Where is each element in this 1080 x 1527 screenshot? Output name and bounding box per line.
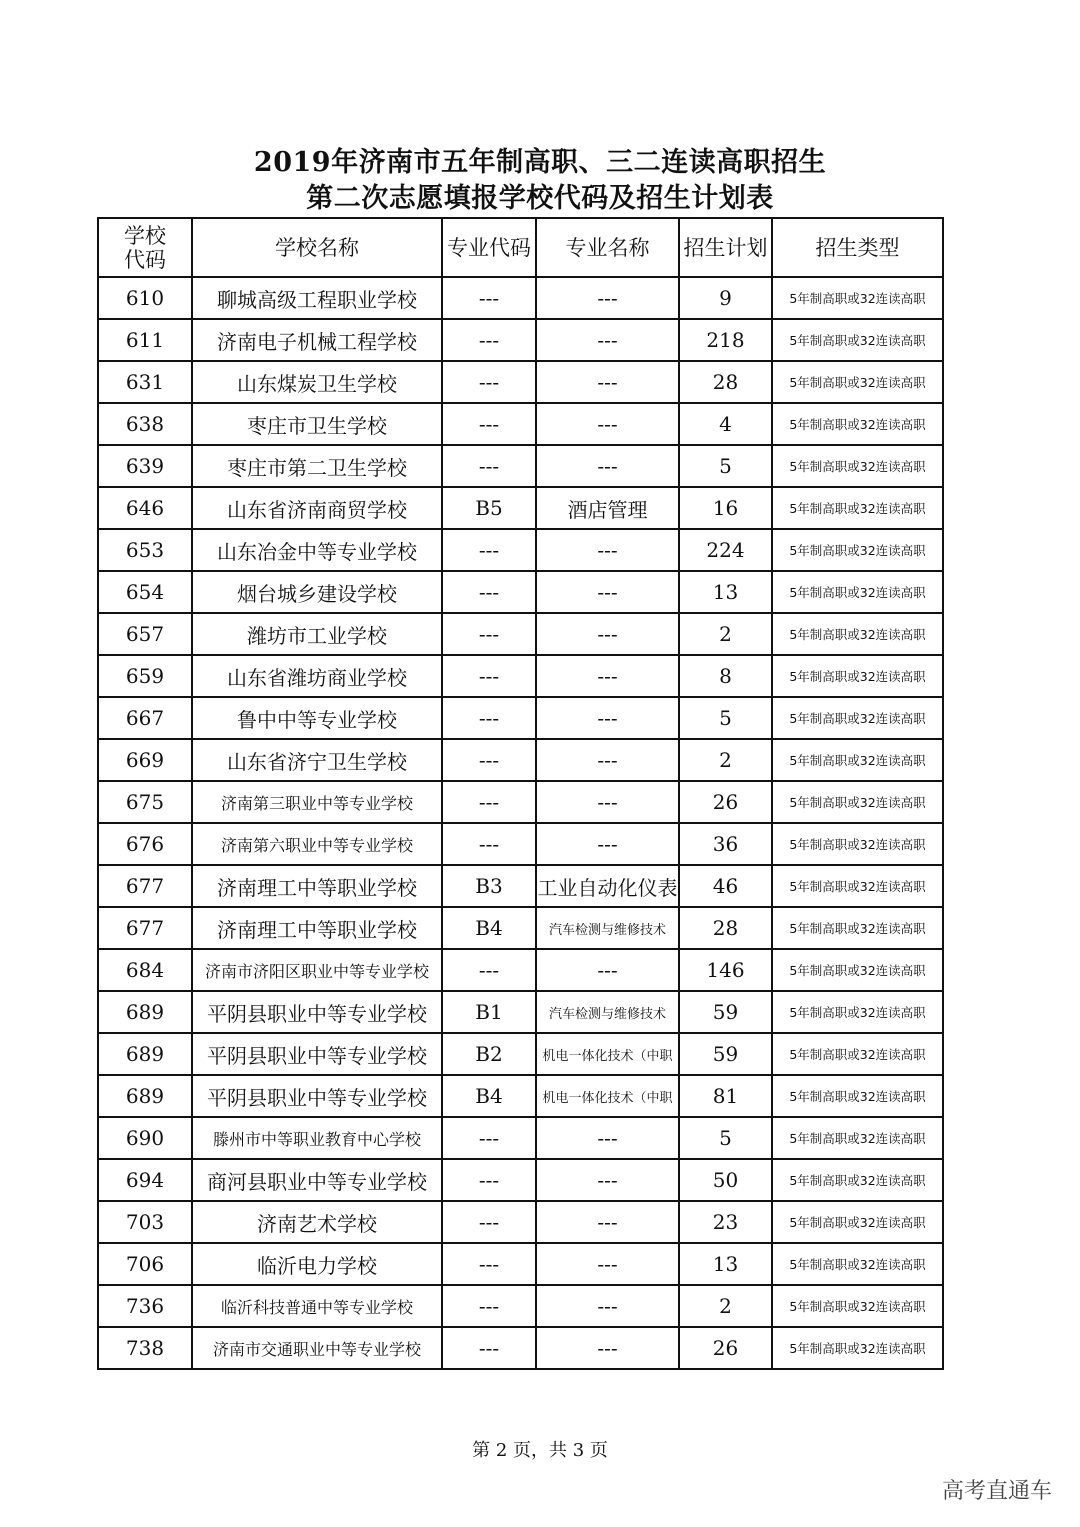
school-name-cell: 烟台城乡建设学校 [192, 571, 442, 613]
table-row [98, 655, 943, 697]
major-code-cell: B2 [442, 1033, 536, 1075]
header-school-code-line1: 学校 [124, 223, 166, 248]
major-code-cell: --- [442, 319, 536, 361]
school-name-cell: 鲁中中等专业学校 [192, 697, 442, 739]
table-row [98, 1243, 943, 1285]
school-code-cell: 654 [98, 571, 192, 613]
plan-cell: 218 [679, 319, 772, 361]
major-code-cell: --- [442, 361, 536, 403]
header-major-code: 专业代码 [442, 218, 536, 277]
school-code-cell: 689 [98, 1075, 192, 1117]
major-name-cell: --- [536, 781, 679, 823]
table-row [98, 319, 943, 361]
major-code-cell: B4 [442, 1075, 536, 1117]
school-name-cell: 平阴县职业中等专业学校 [192, 1075, 442, 1117]
type-cell: 5年制高职或32连读高职 [772, 949, 943, 991]
page-footer: 第 2 页，共 3 页 [472, 1440, 608, 1461]
table-row [98, 949, 943, 991]
plan-cell: 23 [679, 1201, 772, 1243]
table-row [98, 865, 943, 907]
school-code-cell: 646 [98, 487, 192, 529]
school-name-cell: 济南第六职业中等专业学校 [192, 823, 442, 865]
school-name-cell: 山东冶金中等专业学校 [192, 529, 442, 571]
school-code-cell: 638 [98, 403, 192, 445]
major-code-cell: --- [442, 1159, 536, 1201]
type-cell: 5年制高职或32连读高职 [772, 487, 943, 529]
school-name-cell: 济南理工中等职业学校 [192, 865, 442, 907]
school-name-cell: 枣庄市卫生学校 [192, 403, 442, 445]
header-school-code [98, 218, 192, 277]
major-code-cell: --- [442, 445, 536, 487]
plan-cell: 81 [679, 1075, 772, 1117]
major-name-cell: 酒店管理 [536, 487, 679, 529]
major-name-cell: --- [536, 739, 679, 781]
table-row [98, 361, 943, 403]
major-code-cell: --- [442, 1327, 536, 1369]
table-row [98, 403, 943, 445]
school-code-cell: 677 [98, 907, 192, 949]
table-row [98, 1159, 943, 1201]
table-row [98, 1117, 943, 1159]
document-title-line1: 2019年济南市五年制高职、三二连读高职招生 [253, 147, 827, 178]
major-name-cell: --- [536, 529, 679, 571]
major-code-cell: --- [442, 1117, 536, 1159]
school-code-cell: 684 [98, 949, 192, 991]
plan-cell: 2 [679, 613, 772, 655]
table-row [98, 277, 943, 319]
plan-cell: 46 [679, 865, 772, 907]
school-code-cell: 690 [98, 1117, 192, 1159]
school-name-cell: 济南艺术学校 [192, 1201, 442, 1243]
type-cell: 5年制高职或32连读高职 [772, 655, 943, 697]
school-code-cell: 631 [98, 361, 192, 403]
school-code-cell: 689 [98, 1033, 192, 1075]
school-code-cell: 736 [98, 1285, 192, 1327]
type-cell: 5年制高职或32连读高职 [772, 277, 943, 319]
school-code-cell: 703 [98, 1201, 192, 1243]
major-name-cell: --- [536, 1285, 679, 1327]
school-name-cell: 济南市济阳区职业中等专业学校 [192, 949, 442, 991]
major-name-cell: --- [536, 1327, 679, 1369]
plan-cell: 26 [679, 1327, 772, 1369]
school-code-cell: 667 [98, 697, 192, 739]
school-name-cell: 滕州市中等职业教育中心学校 [192, 1117, 442, 1159]
table-row [98, 697, 943, 739]
major-code-cell: --- [442, 403, 536, 445]
type-cell: 5年制高职或32连读高职 [772, 823, 943, 865]
type-cell: 5年制高职或32连读高职 [772, 571, 943, 613]
school-name-cell: 平阴县职业中等专业学校 [192, 991, 442, 1033]
major-code-cell: --- [442, 1243, 536, 1285]
school-code-cell: 706 [98, 1243, 192, 1285]
major-name-cell: --- [536, 277, 679, 319]
major-name-cell: --- [536, 1243, 679, 1285]
type-cell: 5年制高职或32连读高职 [772, 613, 943, 655]
major-name-cell: --- [536, 613, 679, 655]
school-name-cell: 济南电子机械工程学校 [192, 319, 442, 361]
table-row [98, 907, 943, 949]
major-code-cell: --- [442, 1201, 536, 1243]
type-cell: 5年制高职或32连读高职 [772, 1201, 943, 1243]
table-row [98, 1201, 943, 1243]
header-type: 招生类型 [772, 218, 943, 277]
table-row [98, 529, 943, 571]
table-row [98, 781, 943, 823]
table-row [98, 613, 943, 655]
major-name-cell: --- [536, 361, 679, 403]
plan-cell: 28 [679, 361, 772, 403]
table-row [98, 571, 943, 613]
major-code-cell: --- [442, 781, 536, 823]
type-cell: 5年制高职或32连读高职 [772, 1159, 943, 1201]
type-cell: 5年制高职或32连读高职 [772, 403, 943, 445]
school-code-cell: 639 [98, 445, 192, 487]
school-name-cell: 商河县职业中等专业学校 [192, 1159, 442, 1201]
major-name-cell: --- [536, 823, 679, 865]
watermark: 高考直通车 [941, 1479, 1052, 1504]
plan-cell: 2 [679, 1285, 772, 1327]
major-name-cell: --- [536, 571, 679, 613]
plan-cell: 28 [679, 907, 772, 949]
type-cell: 5年制高职或32连读高职 [772, 907, 943, 949]
school-name-cell: 山东煤炭卫生学校 [192, 361, 442, 403]
major-name-cell: --- [536, 1159, 679, 1201]
type-cell: 5年制高职或32连读高职 [772, 697, 943, 739]
school-name-cell: 山东省济宁卫生学校 [192, 739, 442, 781]
type-cell: 5年制高职或32连读高职 [772, 1285, 943, 1327]
major-code-cell: B3 [442, 865, 536, 907]
school-name-cell: 聊城高级工程职业学校 [192, 277, 442, 319]
school-code-cell: 689 [98, 991, 192, 1033]
major-code-cell: --- [442, 655, 536, 697]
major-code-cell: --- [442, 1285, 536, 1327]
school-name-cell: 临沂科技普通中等专业学校 [192, 1285, 442, 1327]
enrollment-plan-table [97, 217, 944, 1370]
type-cell: 5年制高职或32连读高职 [772, 1075, 943, 1117]
type-cell: 5年制高职或32连读高职 [772, 361, 943, 403]
school-name-cell: 济南市交通职业中等专业学校 [192, 1327, 442, 1369]
major-code-cell: --- [442, 697, 536, 739]
school-code-cell: 611 [98, 319, 192, 361]
type-cell: 5年制高职或32连读高职 [772, 991, 943, 1033]
school-code-cell: 669 [98, 739, 192, 781]
header-major-name: 专业名称 [536, 218, 679, 277]
major-name-cell: --- [536, 949, 679, 991]
header-plan: 招生计划 [679, 218, 772, 277]
type-cell: 5年制高职或32连读高职 [772, 739, 943, 781]
school-code-cell: 657 [98, 613, 192, 655]
major-name-cell: 机电一体化技术（中职 [536, 1075, 679, 1117]
school-code-cell: 653 [98, 529, 192, 571]
plan-cell: 16 [679, 487, 772, 529]
type-cell: 5年制高职或32连读高职 [772, 1327, 943, 1369]
school-name-cell: 平阴县职业中等专业学校 [192, 1033, 442, 1075]
plan-cell: 5 [679, 697, 772, 739]
school-name-cell: 济南理工中等职业学校 [192, 907, 442, 949]
table-row [98, 487, 943, 529]
plan-cell: 5 [679, 1117, 772, 1159]
major-name-cell: --- [536, 655, 679, 697]
plan-cell: 5 [679, 445, 772, 487]
school-name-cell: 潍坊市工业学校 [192, 613, 442, 655]
plan-cell: 36 [679, 823, 772, 865]
plan-cell: 9 [679, 277, 772, 319]
header-school-name: 学校名称 [192, 218, 442, 277]
major-name-cell: 汽车检测与维修技术 [536, 991, 679, 1033]
major-name-cell: 汽车检测与维修技术 [536, 907, 679, 949]
plan-cell: 224 [679, 529, 772, 571]
school-code-cell: 659 [98, 655, 192, 697]
type-cell: 5年制高职或32连读高职 [772, 1033, 943, 1075]
plan-cell: 13 [679, 571, 772, 613]
type-cell: 5年制高职或32连读高职 [772, 781, 943, 823]
plan-cell: 4 [679, 403, 772, 445]
major-code-cell: B4 [442, 907, 536, 949]
school-code-cell: 738 [98, 1327, 192, 1369]
plan-cell: 50 [679, 1159, 772, 1201]
table-row [98, 823, 943, 865]
school-code-cell: 677 [98, 865, 192, 907]
major-name-cell: 机电一体化技术（中职 [536, 1033, 679, 1075]
table-row [98, 991, 943, 1033]
school-code-cell: 676 [98, 823, 192, 865]
major-name-cell: --- [536, 319, 679, 361]
header-school-code-line2: 代码 [124, 247, 166, 272]
major-code-cell: --- [442, 739, 536, 781]
major-code-cell: B5 [442, 487, 536, 529]
type-cell: 5年制高职或32连读高职 [772, 1117, 943, 1159]
type-cell: 5年制高职或32连读高职 [772, 529, 943, 571]
major-name-cell: --- [536, 697, 679, 739]
plan-cell: 26 [679, 781, 772, 823]
school-name-cell: 山东省济南商贸学校 [192, 487, 442, 529]
table-row [98, 445, 943, 487]
plan-cell: 59 [679, 1033, 772, 1075]
major-name-cell: --- [536, 1117, 679, 1159]
table-row [98, 1075, 943, 1117]
major-name-cell: --- [536, 445, 679, 487]
plan-cell: 2 [679, 739, 772, 781]
major-code-cell: --- [442, 529, 536, 571]
school-code-cell: 694 [98, 1159, 192, 1201]
school-name-cell: 山东省潍坊商业学校 [192, 655, 442, 697]
type-cell: 5年制高职或32连读高职 [772, 865, 943, 907]
school-name-cell: 枣庄市第二卫生学校 [192, 445, 442, 487]
major-code-cell: B1 [442, 991, 536, 1033]
major-code-cell: --- [442, 613, 536, 655]
type-cell: 5年制高职或32连读高职 [772, 1243, 943, 1285]
plan-cell: 8 [679, 655, 772, 697]
school-name-cell: 济南第三职业中等专业学校 [192, 781, 442, 823]
school-code-cell: 675 [98, 781, 192, 823]
document-title-line2: 第二次志愿填报学校代码及招生计划表 [306, 183, 774, 214]
school-name-cell: 临沂电力学校 [192, 1243, 442, 1285]
major-code-cell: --- [442, 823, 536, 865]
major-code-cell: --- [442, 949, 536, 991]
plan-cell: 59 [679, 991, 772, 1033]
table-row [98, 1033, 943, 1075]
plan-cell: 146 [679, 949, 772, 991]
major-name-cell: --- [536, 403, 679, 445]
type-cell: 5年制高职或32连读高职 [772, 445, 943, 487]
type-cell: 5年制高职或32连读高职 [772, 319, 943, 361]
table-row [98, 1285, 943, 1327]
plan-cell: 13 [679, 1243, 772, 1285]
table-header-row [98, 218, 943, 277]
major-name-cell: 工业自动化仪表 [536, 865, 679, 907]
major-code-cell: --- [442, 571, 536, 613]
major-name-cell: --- [536, 1201, 679, 1243]
table-row [98, 1327, 943, 1369]
school-code-cell: 610 [98, 277, 192, 319]
table-row [98, 739, 943, 781]
major-code-cell: --- [442, 277, 536, 319]
